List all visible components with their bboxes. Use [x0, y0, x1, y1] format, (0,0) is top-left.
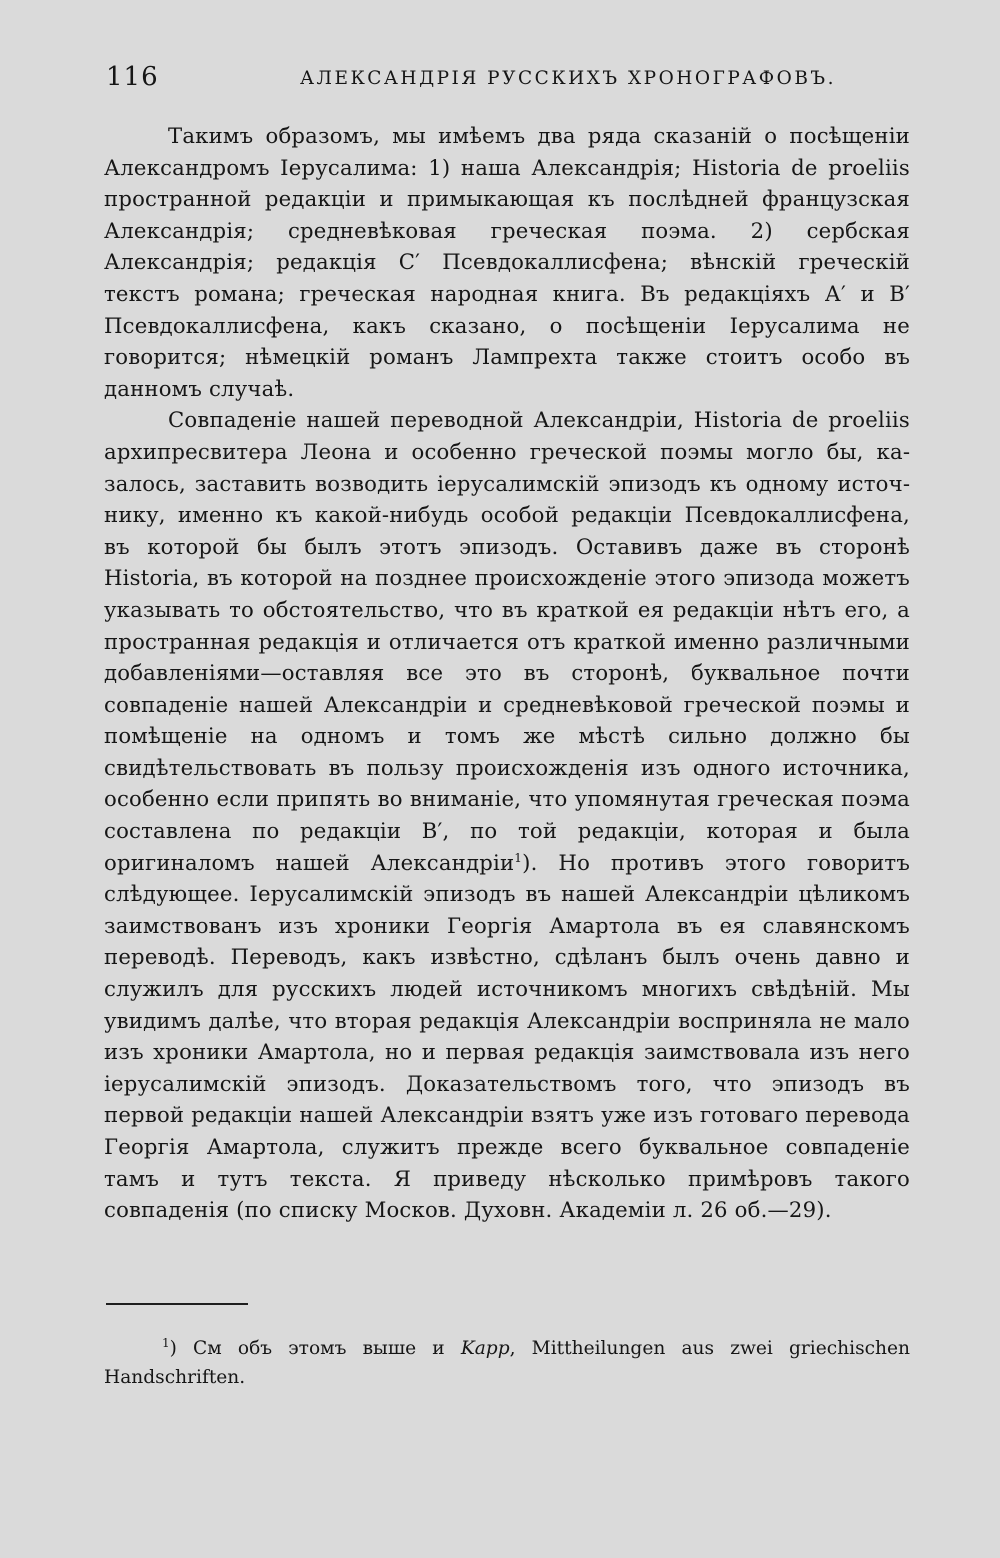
footnote: [104, 1334, 910, 1392]
footnote-separator: [106, 1303, 248, 1305]
paragraph-1: Такимъ образомъ, мы имѣемъ два ряда сказаній о посѣщеніи Александромъ Іерусалима: 1) наша Александрія; Historia de proeliis пространной редакціи и примыкающая къ послѣдней французская Александрія; средневѣковая греческая поэма. 2) сербская Александрія; редакція С′ Псевдокаллисфена; вѣнскій греческій текстъ романа; греческая народная книга. Въ редакціяхъ А′ и В′ Псевдокаллисфена, какъ сказано, о посѣщеніи Іерусалима не говорится; нѣмецкій романъ Лампрехта также стоитъ особо въ данномъ случаѣ.: [104, 123, 910, 401]
footnote-reference[interactable]: 1: [514, 850, 523, 865]
main-text: [104, 120, 910, 1226]
footnote-author: Kapp: [460, 1338, 510, 1359]
paragraph-2-part-b: ). Но противъ этого говоритъ слѣдующее. Іерусалимскій эпизодъ въ нашей Александріи цѣликомъ заимствованъ изъ хроники Георгія Амартола въ ея славянскомъ переводѣ. Переводъ, какъ извѣстно, сдѣланъ былъ очень давно и служилъ для русскихъ людей источникомъ многихъ свѣдѣній. Мы увидимъ далѣе, что вторая редакція Александріи восприняла не мало изъ хроники Амартола, но и первая редакція заимствовала изъ него іерусалимскій эпизодъ. Доказательствомъ того, что эпизодъ въ первой редакціи нашей Александріи взятъ уже изъ готоваго перевода Георгія Амартола, служитъ прежде всего буквальное совпаденіе тамъ и тутъ текста. Я приведу нѣсколько примѣровъ такого совпаденія (по списку Москов. Духовн. Академіи л. 26 об.—29).: [104, 849, 910, 1223]
paragraph-2: [104, 404, 910, 1225]
running-title: АЛЕКСАНДРІЯ РУССКИХЪ ХРОНОГРАФОВЪ.: [300, 68, 837, 89]
paragraph-2-part-a: Совпаденіе нашей переводной Александріи, Historia de proeliis архипресвитера Леона и особенно греческой поэмы могло бы, казалось, заставить возводить іерусалимскій эпизодъ къ одному источнику, именно къ какой-нибудь особой редакціи Псевдокаллисфена, въ которой бы былъ этотъ эпизодъ. Оставивъ даже въ сторонѣ Historia, въ которой на позднее происхожденіе этого эпизода можетъ указывать то обстоятельство, что въ краткой ея редакціи нѣтъ его, а пространная редакція и отличается отъ краткой именно различными добавленіями—оставляя все это въ сторонѣ, буквальное почти совпаденіе нашей Александріи и средневѣковой греческой поэмы и помѣщеніе на одномъ и томъ же мѣстѣ сильно должно бы свидѣтельствовать въ пользу происхожденія изъ одного источника, особенно если припять во вниманіе, что упомянутая греческая поэма составлена по редакціи В′, по той редакціи, которая и была оригиналомъ нашей Александріи: [104, 407, 910, 875]
page-number: 116: [106, 62, 159, 92]
footnote-marker: 1: [162, 1335, 170, 1350]
footnote-text-b: , Mittheilungen aus zwei griechischen Handschriften.: [104, 1338, 911, 1388]
footnote-text-a: ) См объ этомъ выше и: [169, 1338, 461, 1359]
